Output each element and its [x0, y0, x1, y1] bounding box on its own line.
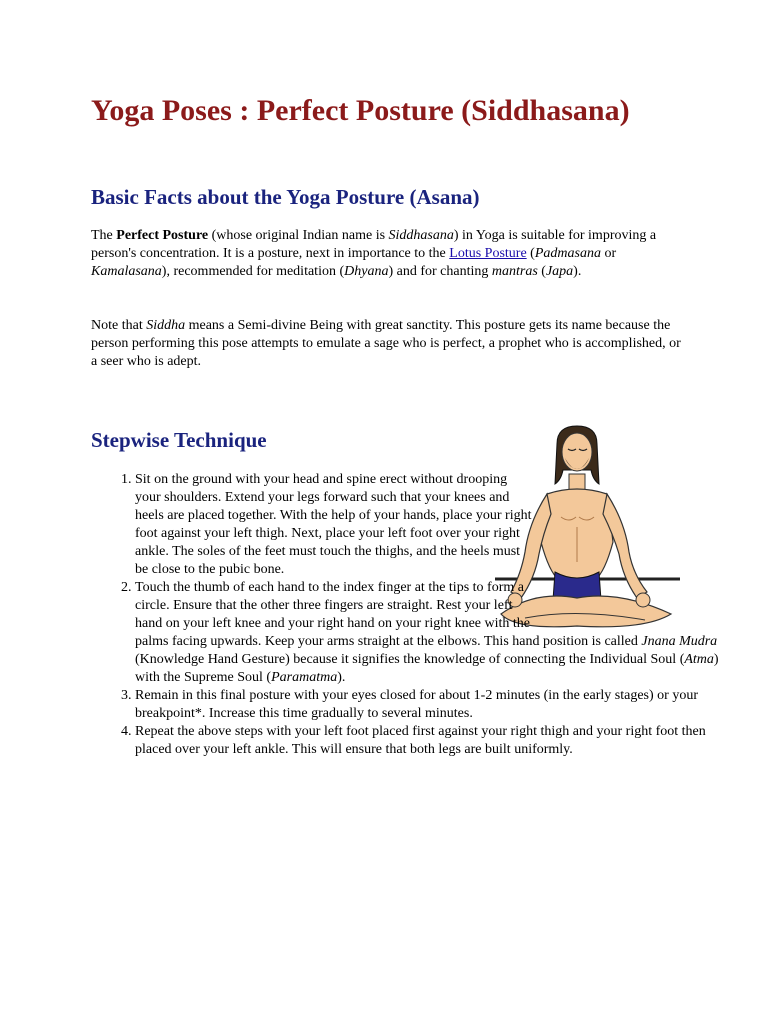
paramatma-italic: Paramatma — [271, 670, 338, 685]
atma-italic: Atma — [684, 652, 714, 667]
japa-italic: Japa — [545, 264, 574, 279]
text: ), recommended for meditation ( — [161, 264, 345, 279]
text: ( — [526, 246, 535, 261]
intro-paragraph — [91, 227, 681, 281]
kamalasana-italic: Kamalasana — [91, 264, 162, 279]
step-text: Remain in this final posture with your eyes closed for about 1-2 minutes (in the early stages) or your breakpoint*. Increase this time gradually to several minutes. — [135, 688, 698, 721]
text: ) in Yoga is suitable for improving a person's concentration. It is a posture, next in importance to the — [91, 228, 657, 261]
siddha-meaning-paragraph — [91, 317, 681, 371]
text: or — [600, 246, 617, 261]
siddha-italic: Siddha — [146, 318, 186, 333]
step-text: Touch the thumb of each hand to the index finger at the tips to form a circle. Ensure that the other three fingers are straight. Rest your left hand on your left knee and your right hand on your right knee with the palms facing upwards. Keep your arms straight at the elbows. This hand position is called — [135, 580, 642, 649]
step-text: (Knowledge Hand Gesture) because it signifies the knowledge of connecting the Individual Soul ( — [135, 652, 685, 667]
technique-steps-list — [91, 471, 725, 759]
text: Note that — [91, 318, 147, 333]
page-title: Yoga Poses : Perfect Posture (Siddhasana) — [91, 94, 630, 127]
lotus-posture-link[interactable]: Lotus Posture — [449, 246, 527, 261]
stepwise-technique-heading: Stepwise Technique — [91, 428, 267, 452]
text: ) and for chanting — [388, 264, 492, 279]
text: ). — [573, 264, 582, 279]
text: means a Semi-divine Being with great sanctity. This posture gets its name because the person performing this pose attempts to emulate a sage who is perfect, a prophet who is accomplished, or a seer who is adept. — [91, 318, 681, 369]
perfect-posture-bold: Perfect Posture — [116, 228, 209, 243]
step-text: Repeat the above steps with your left foot placed first against your right thigh and your right foot then placed over your left ankle. This will ensure that both legs are built uniformly. — [135, 724, 706, 757]
dhyana-italic: Dhyana — [344, 264, 389, 279]
illustration-spacer — [533, 471, 725, 631]
text: The — [91, 228, 117, 243]
step-text: ) with the Supreme Soul ( — [135, 652, 719, 685]
step-text: ). — [337, 670, 346, 685]
list-item — [135, 723, 725, 759]
mantras-italic: mantras — [491, 264, 538, 279]
text: (whose original Indian name is — [208, 228, 389, 243]
jnana-mudra-italic: Jnana Mudra — [641, 634, 718, 649]
text: ( — [537, 264, 546, 279]
siddhasana-italic: Siddhasana — [388, 228, 454, 243]
step-text: Sit on the ground with your head and spine erect without drooping your shoulders. Extend your legs forward such that your knees and heels are placed together. With the help of your hands, place your right foot against your left thigh. Next, place your left foot over your right ankle. The soles of the feet must touch the thighs, and the heels must be close to the pubic bone. — [135, 472, 532, 577]
padmasana-italic: Padmasana — [534, 246, 601, 261]
basic-facts-heading: Basic Facts about the Yoga Posture (Asana) — [91, 185, 480, 209]
list-item — [135, 687, 725, 723]
